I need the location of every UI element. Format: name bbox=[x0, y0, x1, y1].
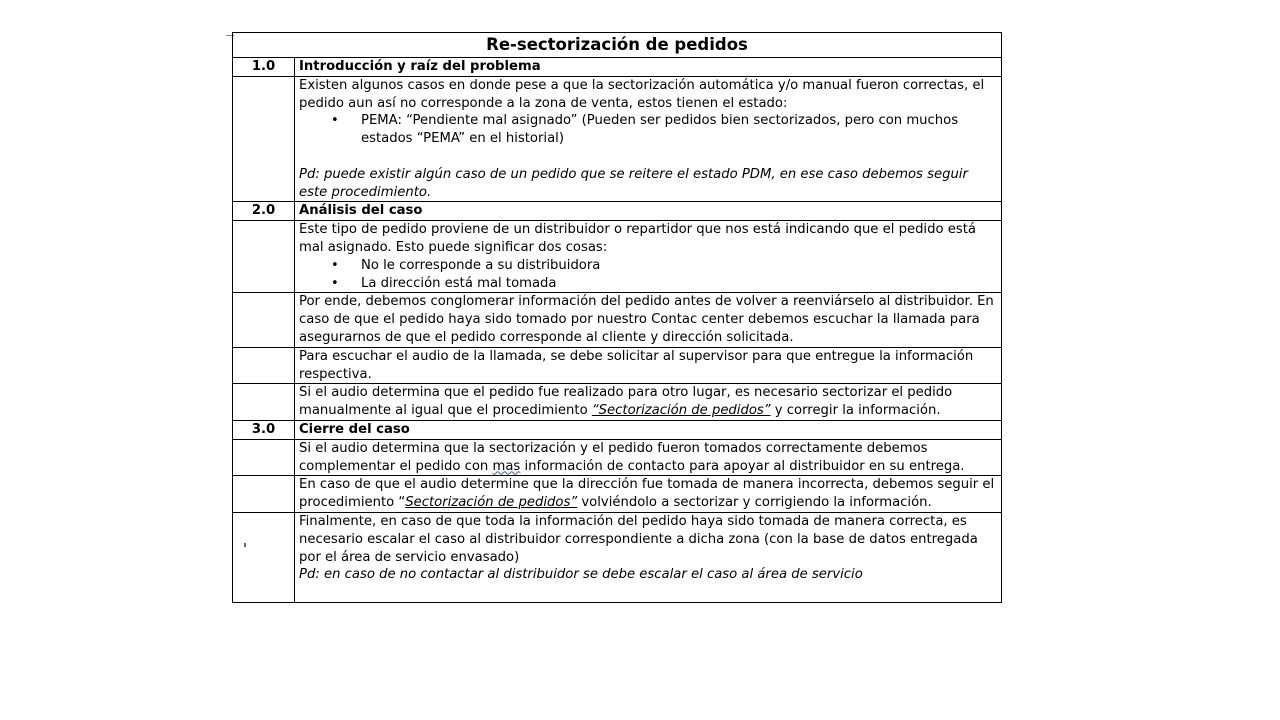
procedure-link[interactable]: “Sectorización de pedidos” bbox=[591, 403, 771, 419]
content-cell bbox=[295, 439, 1002, 476]
section-content-row bbox=[233, 76, 1002, 202]
section-number: 3.0 bbox=[233, 420, 295, 439]
bullet-item: • No le corresponde a su distribuidora bbox=[361, 257, 997, 275]
cut-off-line bbox=[299, 584, 997, 602]
paragraph: Por ende, debemos conglomerar información del pedido antes de volver a reenviárselo al distribuidor. En caso de que el pedido haya sido tomado por nuestro Contac center debemos escuchar la llamada para asegurarnos de que el pedido corresponde al cliente y dirección solicitada. bbox=[295, 293, 1002, 347]
section-heading: Introducción y raíz del problema bbox=[295, 58, 1002, 77]
empty-cell bbox=[233, 221, 295, 293]
section-content-row bbox=[233, 384, 1002, 421]
section-content-row bbox=[233, 476, 1002, 513]
title-row bbox=[233, 33, 1002, 58]
blank-line bbox=[299, 148, 997, 166]
section-heading: Análisis del caso bbox=[295, 202, 1002, 221]
section-number: 1.0 bbox=[233, 58, 295, 77]
paragraph-text: información de contacto para apoyar al distribuidor en su entrega. bbox=[520, 458, 965, 474]
note-paragraph: Pd: en caso de no contactar al distribuidor se debe escalar el caso al área de servicio bbox=[299, 567, 863, 583]
section-content-row bbox=[233, 221, 1002, 293]
section-content-row bbox=[233, 293, 1002, 347]
bullet-item: • La dirección está mal tomada bbox=[361, 275, 997, 293]
content-cell bbox=[295, 384, 1002, 421]
procedure-table bbox=[232, 32, 1002, 603]
document-page bbox=[232, 32, 1003, 668]
section-header-row bbox=[233, 202, 1002, 221]
section-header-row bbox=[233, 420, 1002, 439]
empty-cell bbox=[233, 476, 295, 513]
section-content-row bbox=[233, 512, 1002, 602]
stray-mark bbox=[244, 543, 246, 547]
content-cell bbox=[295, 221, 1002, 293]
bullet-list bbox=[299, 257, 997, 293]
section-content-row bbox=[233, 439, 1002, 476]
procedure-link[interactable]: Sectorización de pedidos” bbox=[405, 495, 578, 511]
paragraph-text: volviéndolo a sectorizar y corrigiendo la información. bbox=[577, 495, 932, 511]
empty-cell bbox=[233, 76, 295, 202]
empty-cell bbox=[233, 439, 295, 476]
paragraph-text: Si el audio determina que el pedido fue realizado para otro lugar, es necesario sectorizar el pedido manualmente al igual que el procedimiento bbox=[299, 385, 953, 419]
spellcheck-word: mas bbox=[492, 458, 521, 474]
paragraph: Existen algunos casos en donde pese a que la sectorización automática y/o manual fueron correctas, el pedido aun así no corresponde a la zona de venta, estos tienen el estado: bbox=[299, 77, 985, 111]
section-header-row bbox=[233, 58, 1002, 77]
empty-cell bbox=[233, 384, 295, 421]
bullet-list bbox=[299, 112, 997, 148]
note-paragraph: Pd: puede existir algún caso de un pedido que se reitere el estado PDM, en ese caso debemos seguir este procedimiento. bbox=[299, 166, 968, 200]
content-cell bbox=[295, 76, 1002, 202]
section-content-row bbox=[233, 347, 1002, 384]
paragraph-text: En caso de que el audio determine que la dirección fue tomada de manera incorrecta, debemos seguir el procedimiento “ bbox=[299, 477, 995, 511]
bullet-item: • PEMA: “Pendiente mal asignado” (Pueden ser pedidos bien sectorizados, pero con muchos estados “PEMA” en el historial) bbox=[361, 112, 997, 148]
paragraph: Para escuchar el audio de la llamada, se debe solicitar al supervisor para que entregue la información respectiva. bbox=[295, 347, 1002, 384]
paragraph-text: y corregir la información. bbox=[770, 403, 941, 419]
section-heading: Cierre del caso bbox=[295, 420, 1002, 439]
paragraph: Finalmente, en caso de que toda la información del pedido haya sido tomada de manera correcta, es necesario escalar el caso al distribuidor correspondiente a dicha zona (con la base de datos entregada por el área de servicio envasado) bbox=[299, 513, 978, 565]
empty-cell bbox=[233, 347, 295, 384]
document-title: Re-sectorización de pedidos bbox=[233, 33, 1002, 58]
paragraph-text: Si el audio determina que la sectorización y el pedido fueron tomados correctamente debemos complementar el pedido con bbox=[299, 440, 928, 474]
empty-cell bbox=[233, 512, 295, 602]
content-cell bbox=[295, 476, 1002, 513]
empty-cell bbox=[233, 293, 295, 347]
content-cell bbox=[295, 512, 1002, 602]
paragraph: Este tipo de pedido proviene de un distribuidor o repartidor que nos está indicando que el pedido está mal asignado. Esto puede significar dos cosas: bbox=[299, 222, 976, 255]
section-number: 2.0 bbox=[233, 202, 295, 221]
